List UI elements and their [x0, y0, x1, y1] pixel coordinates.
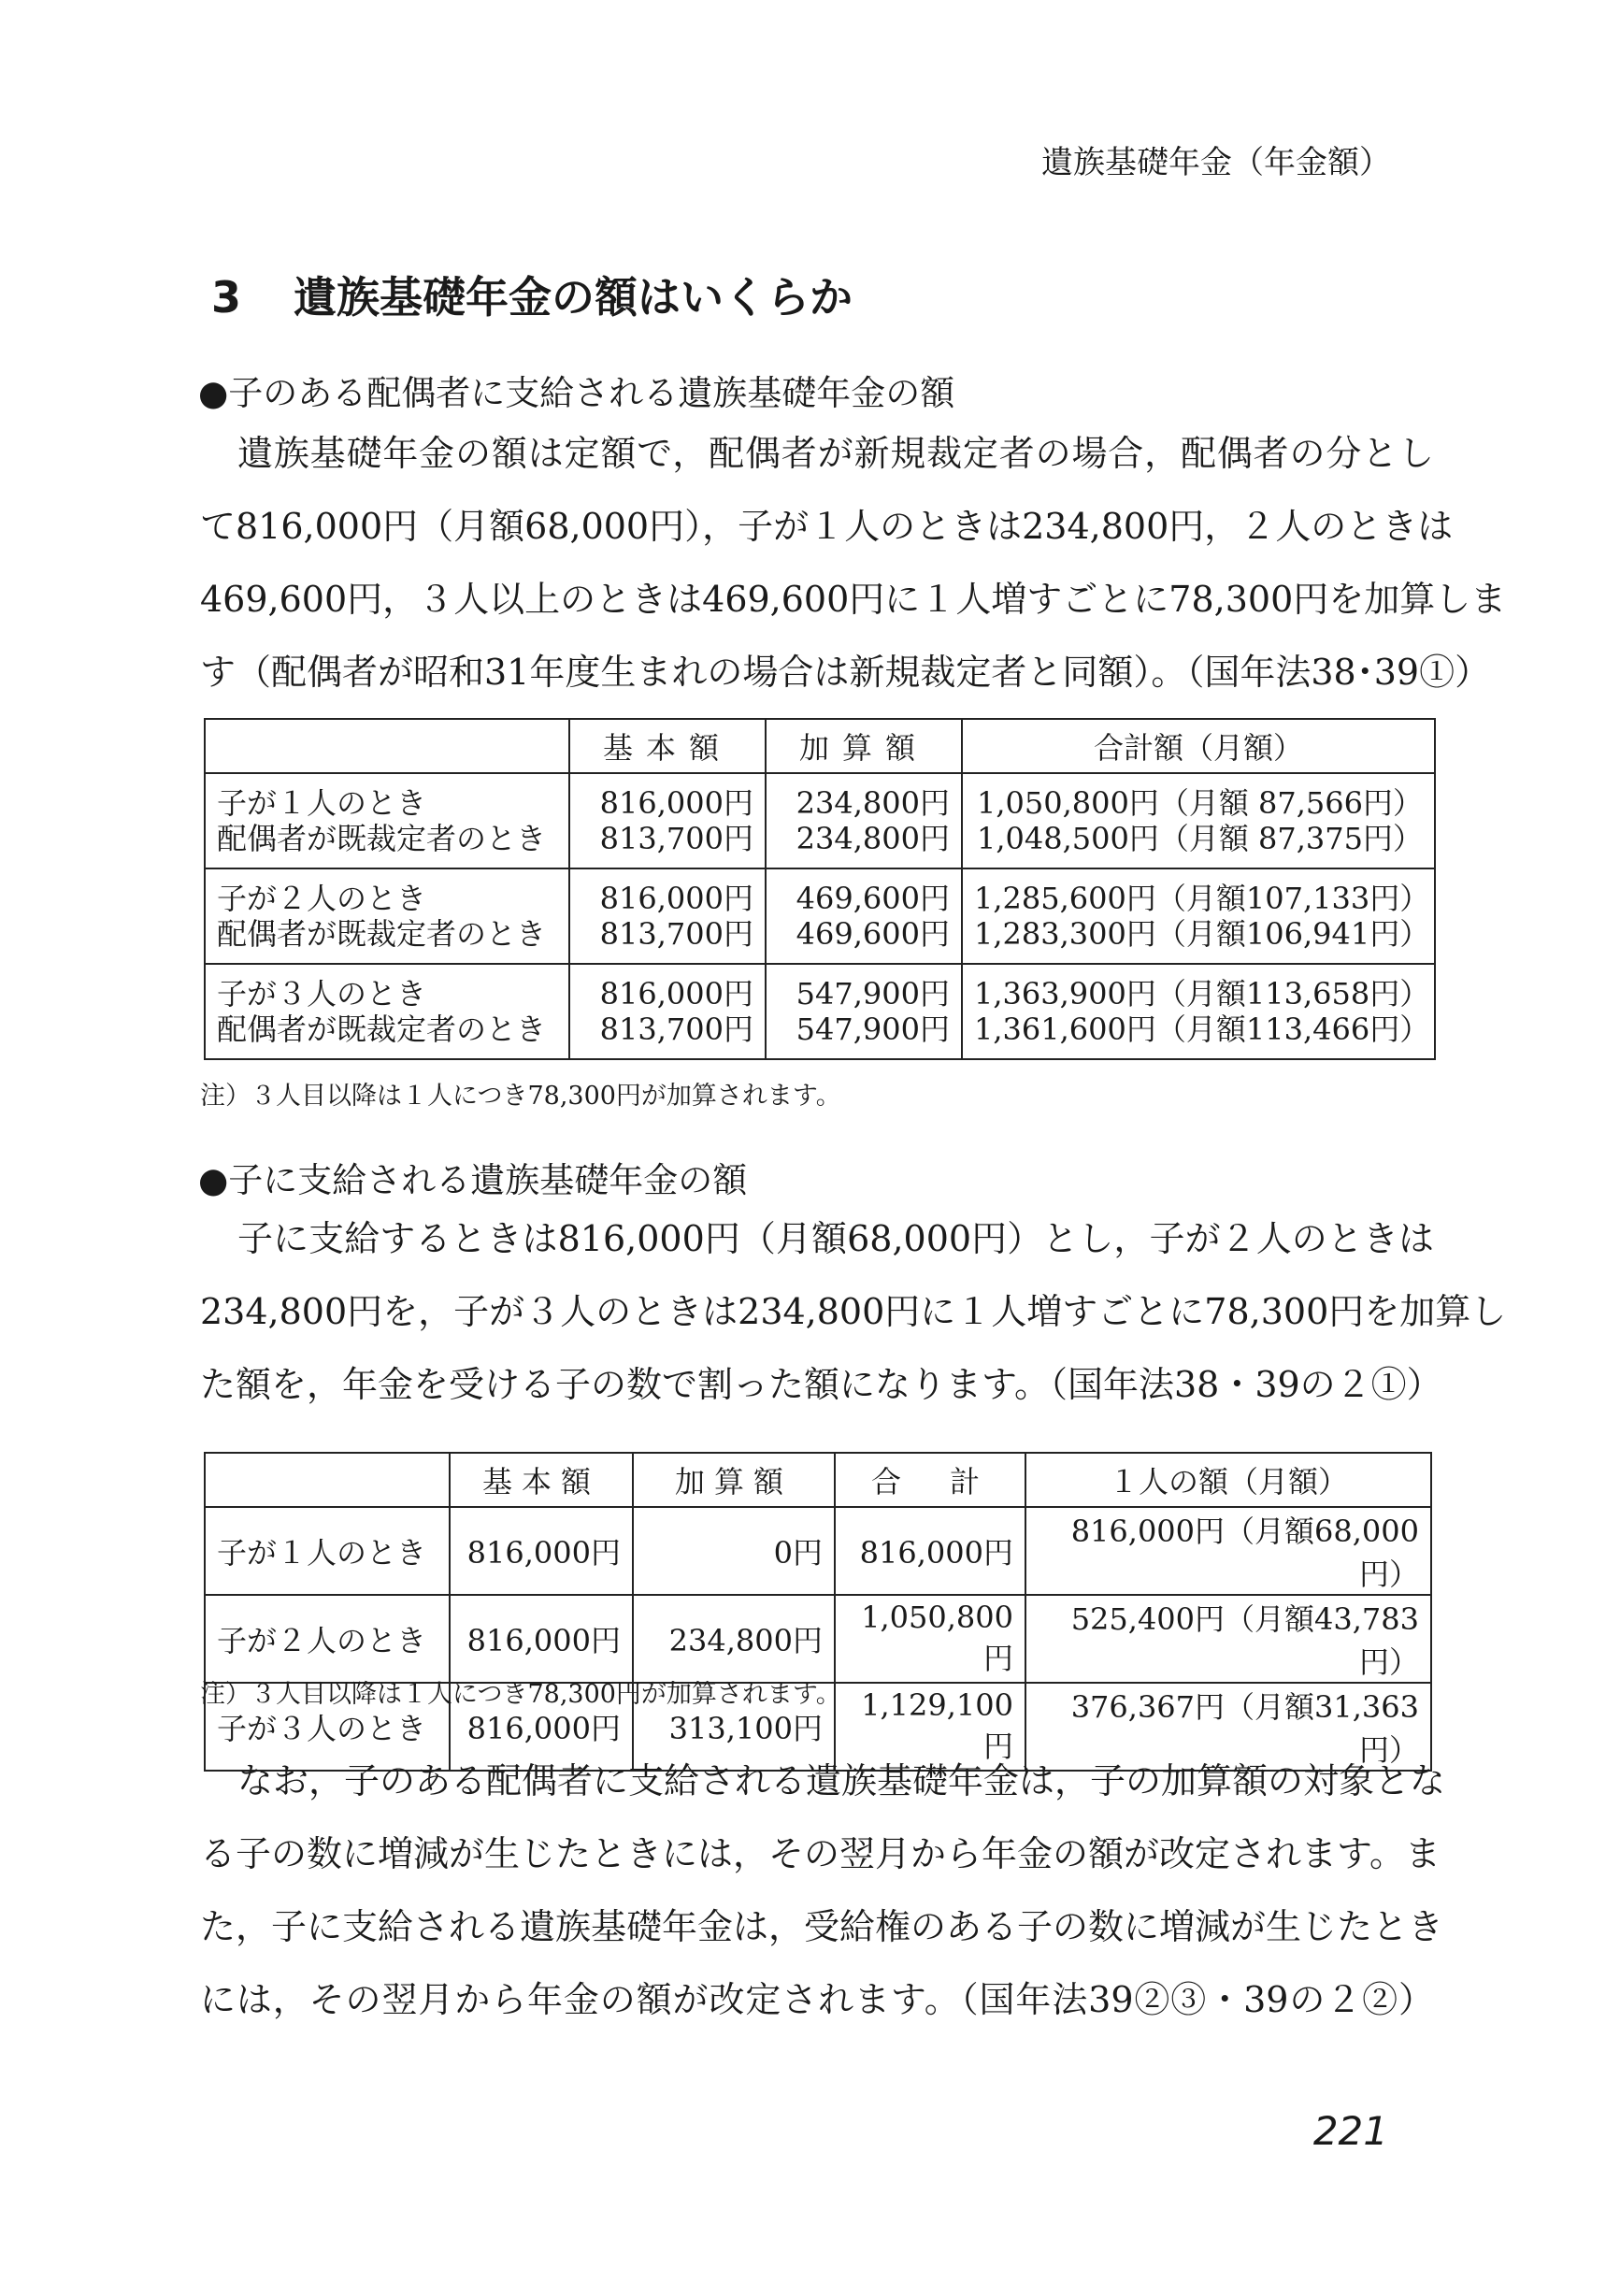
row-label-cell: 子が３人のとき 配偶者が既裁定者のとき: [205, 964, 569, 1059]
running-header: 遺族基礎年金（年金額）: [1041, 144, 1391, 181]
basic-amount-cell: 816,000円 813,700円: [569, 773, 766, 868]
row-label-cell: 子が１人のとき: [205, 1507, 450, 1595]
paragraph-line: た額を，年金を受ける子の数で割った額になります。（国年法38・39の２①）: [200, 1364, 1442, 1405]
total-amount-cell: 1,363,900円（月額113,658円） 1,361,600円（月額113,466円）: [962, 964, 1435, 1059]
table-note: 注）３人目以降は１人につき78,300円が加算されます。: [200, 1680, 841, 1709]
table-header-cell: [205, 1453, 450, 1507]
table-header-cell: [205, 719, 569, 773]
paragraph-line: 子に支給するときは816,000円（月額68,000円）とし，子が２人のときは: [237, 1218, 1434, 1259]
added-amount-cell: 234,800円 234,800円: [766, 773, 962, 868]
paragraph-line: 469,600円，３人以上のときは469,600円に１人増すごとに78,300円を加算しま: [200, 579, 1507, 620]
table-header-cell: １人の額（月額）: [1025, 1453, 1431, 1507]
table-row: [205, 1507, 1431, 1595]
basic-amount-cell: 816,000円: [450, 1507, 633, 1595]
per-child-amount-cell: 376,367円（月額31,363円）: [1025, 1683, 1431, 1771]
spouse-pension-table: [204, 718, 1436, 1060]
added-amount-cell: 0円: [633, 1507, 835, 1595]
paragraph-spouse: [200, 417, 1507, 709]
basic-amount-cell: 816,000円 813,700円: [569, 868, 766, 964]
subsection-heading-child: ●子に支給される遺族基礎年金の額: [198, 1160, 748, 1200]
paragraph-line: には，その翌月から年金の額が改定されます。（国年法39②③・39の２②）: [200, 1979, 1434, 2020]
paragraph-line: る子の数に増減が生じたときには，その翌月から年金の額が改定されます。ま: [200, 1833, 1441, 1874]
table-header-cell: 合計額（月額）: [962, 719, 1435, 773]
total-amount-cell: 1,285,600円（月額107,133円） 1,283,300円（月額106,941円）: [962, 868, 1435, 964]
page-number: 221: [1312, 2108, 1388, 2154]
basic-amount-cell: 816,000円: [450, 1683, 633, 1771]
basic-amount-cell: 816,000円: [450, 1595, 633, 1683]
row-label-cell: 子が１人のとき 配偶者が既裁定者のとき: [205, 773, 569, 868]
table-row: [205, 964, 1435, 1059]
per-child-amount-cell: 816,000円（月額68,000円）: [1025, 1507, 1431, 1595]
paragraph-line: 234,800円を，子が３人のときは234,800円に１人増すごとに78,300円を加算し: [200, 1291, 1507, 1332]
paragraph-closing: [200, 1744, 1446, 2036]
added-amount-cell: 469,600円 469,600円: [766, 868, 962, 964]
total-amount-cell: 1,129,100円: [835, 1683, 1025, 1771]
paragraph-line: す（配偶者が昭和31年度生まれの場合は新規裁定者と同額）。（国年法38･39①）: [200, 652, 1491, 693]
section-title: [211, 264, 853, 325]
paragraph-line: て816,000円（月額68,000円），子が１人のときは234,800円，２人のときは: [200, 506, 1454, 547]
table-header-cell: 合 計: [835, 1453, 1025, 1507]
paragraph-line: 遺族基礎年金の額は定額で，配偶者が新規裁定者の場合，配偶者の分とし: [237, 433, 1434, 474]
table-note: 注）３人目以降は１人につき78,300円が加算されます。: [200, 1082, 841, 1111]
child-pension-table: [204, 1452, 1432, 1772]
paragraph-line: なお，子のある配偶者に支給される遺族基礎年金は，子の加算額の対象とな: [237, 1760, 1446, 1801]
table-header-cell: 加算額: [633, 1453, 835, 1507]
row-label-cell: 子が２人のとき 配偶者が既裁定者のとき: [205, 868, 569, 964]
section-title-text: 遺族基礎年金の額はいくらか: [294, 272, 853, 323]
total-amount-cell: 816,000円: [835, 1507, 1025, 1595]
subsection-heading-spouse: ●子のある配偶者に支給される遺族基礎年金の額: [198, 373, 955, 413]
total-amount-cell: 1,050,800円（月額 87,566円） 1,048,500円（月額 87,375円）: [962, 773, 1435, 868]
total-amount-cell: 1,050,800円: [835, 1595, 1025, 1683]
table-header-cell: 加算額: [766, 719, 962, 773]
table-header-cell: 基本額: [569, 719, 766, 773]
table-header-cell: 基本額: [450, 1453, 633, 1507]
added-amount-cell: 547,900円 547,900円: [766, 964, 962, 1059]
added-amount-cell: 234,800円: [633, 1595, 835, 1683]
basic-amount-cell: 816,000円 813,700円: [569, 964, 766, 1059]
table-row: [205, 868, 1435, 964]
table-row: [205, 773, 1435, 868]
table-row: [205, 1595, 1431, 1683]
section-number: 3: [211, 272, 242, 323]
paragraph-line: た，子に支給される遺族基礎年金は，受給権のある子の数に増減が生じたとき: [200, 1906, 1444, 1947]
row-label-cell: 子が３人のとき: [205, 1683, 450, 1771]
row-label-cell: 子が２人のとき: [205, 1595, 450, 1683]
paragraph-child: [200, 1202, 1507, 1421]
added-amount-cell: 313,100円: [633, 1683, 835, 1771]
per-child-amount-cell: 525,400円（月額43,783円）: [1025, 1595, 1431, 1683]
